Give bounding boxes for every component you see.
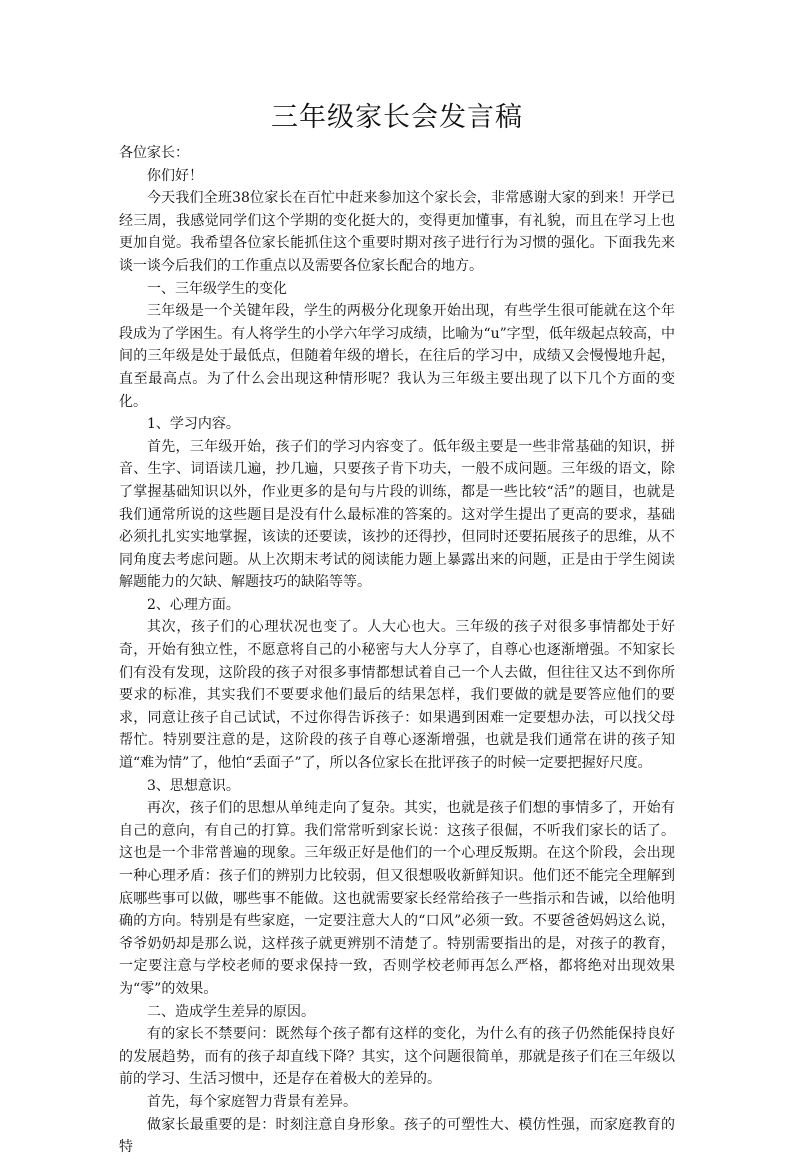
paragraph: 你们好！	[147, 167, 203, 184]
paragraph: 有的家长不禁要问：既然每个孩子都有这样的变化，为什么有的孩子仍然能保持良好的发展趋势，而有的孩子却直线下降？其实，这个问题很简单，那就是孩子们在三年级以前的学习、生活习惯中，还是存在着极大的差异的。	[119, 1026, 675, 1088]
document-title: 三年级家长会发言稿	[271, 102, 523, 133]
paragraph: 今天我们全班38位家长在百忙中赶来参加这个家长会，非常感谢大家的到来！开学已经三周，我感觉同学们这个学期的变化挺大的，变得更加懂事，有礼貌，而且在学习上也更加自觉。我希望各位家长能抓住这个重要时期对孩子进行行为习惯的强化。下面我先来谈一谈今后我们的工作重点以及需要各位家长配合的地方。	[119, 190, 675, 274]
paragraph: 做家长最重要的是：时刻注意自身形象。孩子的可塑性大、模仿性强，而家庭教育的特	[119, 1116, 675, 1156]
paragraph: 三年级是一个关键年段，学生的两极分化现象开始出现，有些学生很可能就在这个年段成为了学困生。有人将学生的小学六年学习成绩，比喻为“u”字型，低年级起点较高，中间的三年级是处于最低点，但随着年级的增长，在往后的学习中，成绩又会慢慢地升起，直至最高点。为了什么会出现这种情形呢？我认为三年级主要出现了以下几个方面的变化。	[119, 303, 675, 410]
paragraph: 其次，孩子们的心理状况也变了。人大心也大。三年级的孩子对很多事情都处于好奇，开始有独立性，不愿意将自己的小秘密与大人分享了，自尊心也逐渐增强。不知家长们有没有发现，这阶段的孩子对很多事情都想试着自己一个人去做，但往往又达不到你所要求的标准，其实我们不要要求他们最后的结果怎样，我们要做的就是要答应他们的要求，同意让孩子自己试试，不过你得告诉孩子：如果遇到困难一定要想办法，可以找父母帮忙。特别要注意的是，这阶段的孩子自尊心逐渐增强，也就是我们通常在讲的孩子知道“难为情”了，他怕“丢面子”了，所以各位家长在批评孩子的时候一定要把握好尺度。	[119, 619, 675, 772]
paragraph: 二、造成学生差异的原因。	[147, 1003, 315, 1020]
paragraph: 2、心理方面。	[147, 596, 240, 613]
paragraph: 首先，每个家庭智力背景有差异。	[147, 1093, 357, 1110]
paragraph: 再次，孩子们的思想从单纯走向了复杂。其实，也就是孩子们想的事情多了，开始有自己的意向，有自己的打算。我们常常听到家长说：这孩子很倔，不听我们家长的话了。这也是一个非常普遍的现象。三年级正好是他们的一个心理反叛期。在这个阶段，会出现一种心理矛盾：孩子们的辨别力比较弱，但又很想吸收新鲜知识。他们还不能完全理解到底哪些事可以做，哪些事不能做。这也就需要家长经常给孩子一些指示和告诫，以给他明确的方向。特别是有些家庭，一定要注意大人的“口风”必须一致。不要爸爸妈妈这么说，爷爷奶奶却是那么说，这样孩子就更辨别不清楚了。特别需要指出的是，对孩子的教育，一定要注意与学校老师的要求保持一致，否则学校老师再怎么严格，都将绝对出现效果为“零”的效果。	[119, 800, 675, 997]
salutation: 各位家长：	[119, 145, 189, 161]
paragraph: 3、思想意识。	[147, 777, 240, 794]
paragraph: 1、学习内容。	[147, 416, 240, 433]
paragraph: 首先，三年级开始，孩子们的学习内容变了。低年级主要是一些非常基础的知识，拼音、生字、词语读几遍，抄几遍，只要孩子肯下功夫，一般不成问题。三年级的语文，除了掌握基础知识以外，作业更多的是句与片段的训练，都是一些比较“活”的题目，也就是我们通常所说的这些题目是没有什么最标准的答案的。这对学生提出了更高的要求，基础必须扎扎实实地掌握，该读的还要读，该抄的还得抄，但同时还要拓展孩子的思维，从不同角度去考虑问题。从上次期末考试的阅读能力题上暴露出来的问题，正是由于学生阅读解题能力的欠缺、解题技巧的缺陷等等。	[119, 438, 675, 591]
document-body	[119, 142, 675, 1159]
paragraph: 一、三年级学生的变化	[147, 280, 287, 297]
